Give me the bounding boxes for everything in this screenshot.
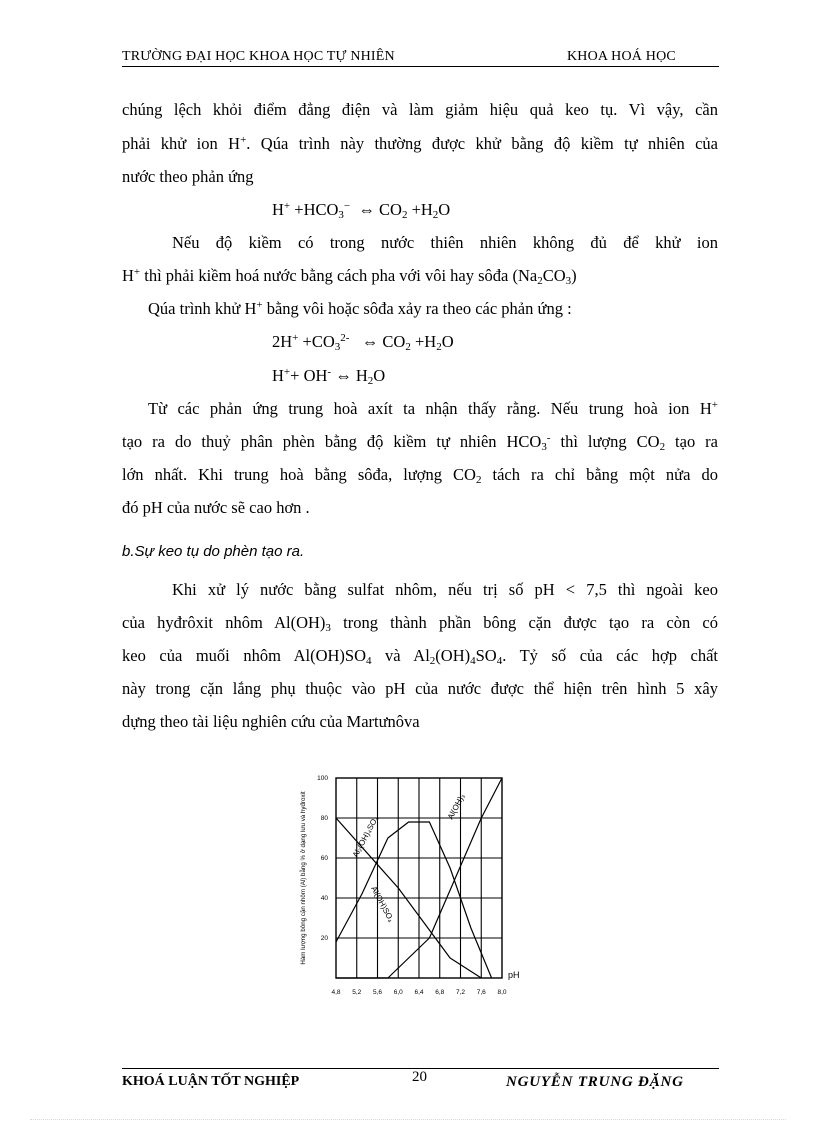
chart-x-tick-label: 8,0 [497, 989, 507, 996]
header-right: KHOA HOÁ HỌC [567, 49, 676, 64]
chart-y-tick-label: 60 [320, 855, 328, 862]
paragraph-1-line-2: phải khử ion H+. Qúa trình này thường được khử bằng độ kiềm tự nhiên của [122, 134, 719, 153]
paragraph-5-line-5: dựng theo tài liệu nghiên cứu của Martưnôva [122, 712, 420, 731]
chart-series-line [336, 822, 492, 978]
chart-x-tick-label: 6,0 [393, 989, 403, 996]
paragraph-5-line-4: này trong cặn lắng phụ thuộc vào pH của nước được thể hiện trên hình 5 xây [122, 679, 718, 698]
chart-curve-label: Al(OH)₃ [445, 792, 467, 821]
chart-x-tick-label: 6,4 [414, 989, 424, 996]
chart-x-tick-label: 5,6 [372, 989, 383, 996]
chart-frame [336, 778, 502, 978]
chart-series-line [336, 818, 481, 978]
chart-curve-label: Al₂(OH)₄SO₄ [350, 814, 381, 859]
paragraph-1-line-1: chúng lệch khỏi điểm đẳng điện và làm giảm hiệu quả keo tụ. Vì vậy, cần [122, 100, 718, 119]
chart-x-tick-label: 7,2 [455, 989, 466, 996]
paragraph-4-line-1: Từ các phản ứng trung hoà axít ta nhận thấy rằng. Nếu trung hoà ion H+ [148, 399, 718, 418]
section-title: b.Sự keo tụ do phèn tạo ra. [122, 543, 305, 560]
paragraph-5-line-2: của hyđrôxit nhôm $Al(OH)_3$ trong thành phần bông cặn được tạo ra còn có [122, 613, 719, 634]
chart-series-line [336, 778, 502, 978]
equation-3: H++ OH- ⇔ $H_2O$ [272, 366, 386, 387]
header-left: TRƯỜNG ĐẠI HỌC KHOA HỌC TỰ NHIÊN [122, 49, 395, 64]
chart-x-tick-label: 7,6 [476, 989, 486, 996]
chart-x-tick-label: 4,8 [331, 989, 341, 996]
paragraph-2-line-1: Nếu độ kiềm có trong nước thiên nhiên không đủ để khử ion [172, 233, 718, 252]
paragraph-1-line-3: nước theo phản ứng [122, 167, 254, 186]
chart-x-tick-label: 6,8 [435, 989, 445, 996]
equation-2: $2H^+ +CO_3^{2-}$ ⇔ $CO_2 +H_2O$ [272, 332, 454, 353]
chart-y-tick-label: 80 [320, 815, 328, 822]
footer-left: KHOÁ LUẬN TỐT NGHIỆP [122, 1074, 300, 1089]
page-bottom-dots [30, 1119, 786, 1120]
paragraph-5-line-1: Khi xử lý nước bằng sulfat nhôm, nếu trị số pH < 7,5 thì ngoài keo [172, 580, 718, 599]
paragraph-4-line-4: đó pH của nước sẽ cao hơn . [122, 498, 310, 517]
paragraph-4-line-2: tạo ra do thuỷ phân phèn bằng độ kiềm tự nhiên $HCO_3^-$ thì lượng $CO_2$ tạo ra [122, 432, 719, 453]
chart-x-tick-label: 5,2 [352, 989, 362, 996]
paragraph-2-line-2: H+ thì phải kiềm hoá nước bằng cách pha với vôi hay sôđa $(Na_2CO_3)$ [122, 266, 577, 287]
paragraph-5-line-3: keo của muối nhôm $Al(OH)SO_4$ và $Al_2(OH)_4SO_4$. Tỷ số của các hợp chất [122, 646, 718, 667]
chart-y-tick-label: 100 [317, 775, 328, 782]
equation-1: $H^+ +HCO_3^-$ ⇔ $CO_2 +H_2O$ [272, 200, 451, 221]
chart-y-tick-label: 20 [320, 935, 328, 942]
paragraph-4-line-3: lớn nhất. Khi trung hoà bằng sôđa, lượng $CO_2$ tách ra chỉ bằng một nửa do [122, 465, 718, 486]
chart-curve-label: Al(OH)SO₄ [369, 884, 396, 924]
paragraph-3: Qúa trình khử H+ bằng vôi hoặc sôđa xảy ra theo các phản ứng : [148, 299, 572, 318]
page-number: 20 [412, 1069, 427, 1085]
header-rule [122, 66, 719, 67]
footer-author: NGUYỄN TRUNG ĐẶNG [506, 1074, 684, 1090]
chart-x-axis-label: pH [508, 970, 520, 980]
chart-y-tick-label: 40 [320, 895, 328, 902]
chart-y-axis-label: Hàm lượng bông cặn nhôm (Al) bằng % ở dạng lưu và hyđroxit [300, 791, 307, 965]
